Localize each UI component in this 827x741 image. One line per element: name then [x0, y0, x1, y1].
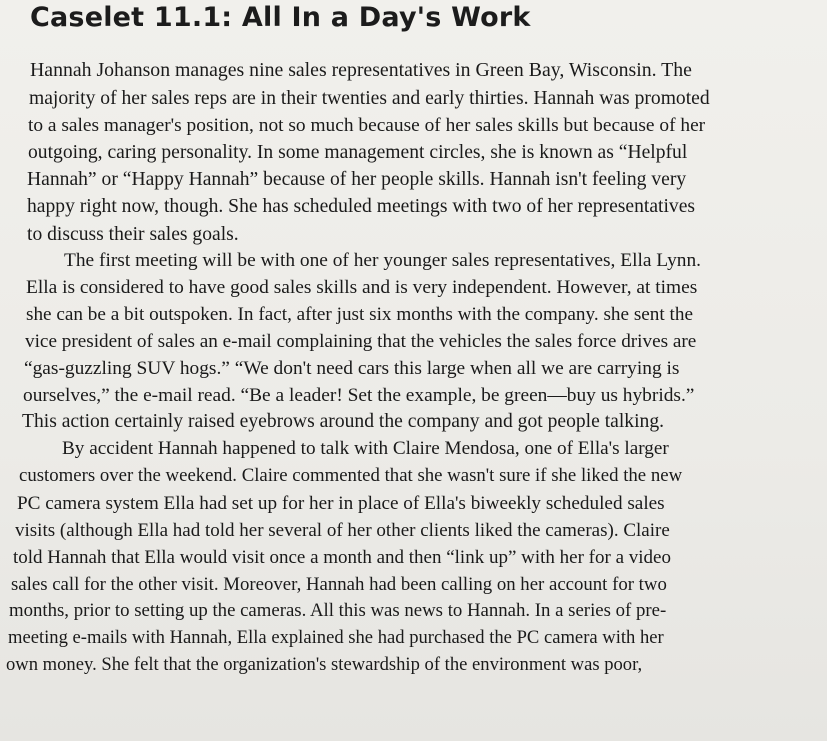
text-line: sales call for the other visit. Moreover, Hannah had been calling on her account for two — [11, 574, 667, 595]
text-line: customers over the weekend. Claire commented that she wasn't sure if she liked the new — [19, 465, 683, 486]
text-line: This action certainly raised eyebrows around the company and got people talking. — [22, 411, 665, 432]
text-line: told Hannah that Ella would visit once a month and then “link up” with her for a video — [13, 547, 671, 568]
text-line: ourselves,” the e-mail read. “Be a leader! Set the example, be green—buy us hybrids.” — [23, 385, 695, 406]
text-line: months, prior to setting up the cameras. All this was news to Hannah. In a series of pre- — [9, 600, 667, 621]
caselet-title: Caselet 11.1: All In a Day's Work — [30, 2, 531, 33]
text-line: Hannah” or “Happy Hannah” because of her people skills. Hannah isn't feeling very — [27, 169, 687, 190]
text-line: outgoing, caring personality. In some management circles, she is known as “Helpful — [28, 142, 688, 163]
text-line: Ella is considered to have good sales skills and is very independent. However, at times — [26, 277, 698, 298]
text-line: visits (although Ella had told her several of her other clients liked the cameras). Claire — [15, 520, 670, 541]
text-line: majority of her sales reps are in their twenties and early thirties. Hannah was promoted — [29, 88, 710, 109]
text-line: PC camera system Ella had set up for her in place of Ella's biweekly scheduled sales — [17, 493, 665, 514]
text-line: own money. She felt that the organization's stewardship of the environment was poor, — [6, 654, 643, 675]
text-line: she can be a bit outspoken. In fact, after just six months with the company. she sent the — [26, 304, 693, 325]
text-line: to discuss their sales goals. — [27, 224, 239, 245]
text-line: happy right now, though. She has scheduled meetings with two of her representatives — [27, 196, 696, 217]
text-line: The first meeting will be with one of her younger sales representatives, Ella Lynn. — [64, 250, 702, 271]
text-line: meeting e-mails with Hannah, Ella explained she had purchased the PC camera with her — [8, 627, 664, 648]
text-line: “gas-guzzling SUV hogs.” “We don't need cars this large when all we are carrying is — [24, 358, 680, 379]
text-line: Hannah Johanson manages nine sales representatives in Green Bay, Wisconsin. The — [30, 59, 692, 81]
text-line: By accident Hannah happened to talk with Claire Mendosa, one of Ella's larger — [62, 438, 669, 459]
text-line: to a sales manager's position, not so much because of her sales skills but because of her — [28, 115, 706, 136]
text-line: vice president of sales an e-mail complaining that the vehicles the sales force drives are — [25, 331, 697, 352]
